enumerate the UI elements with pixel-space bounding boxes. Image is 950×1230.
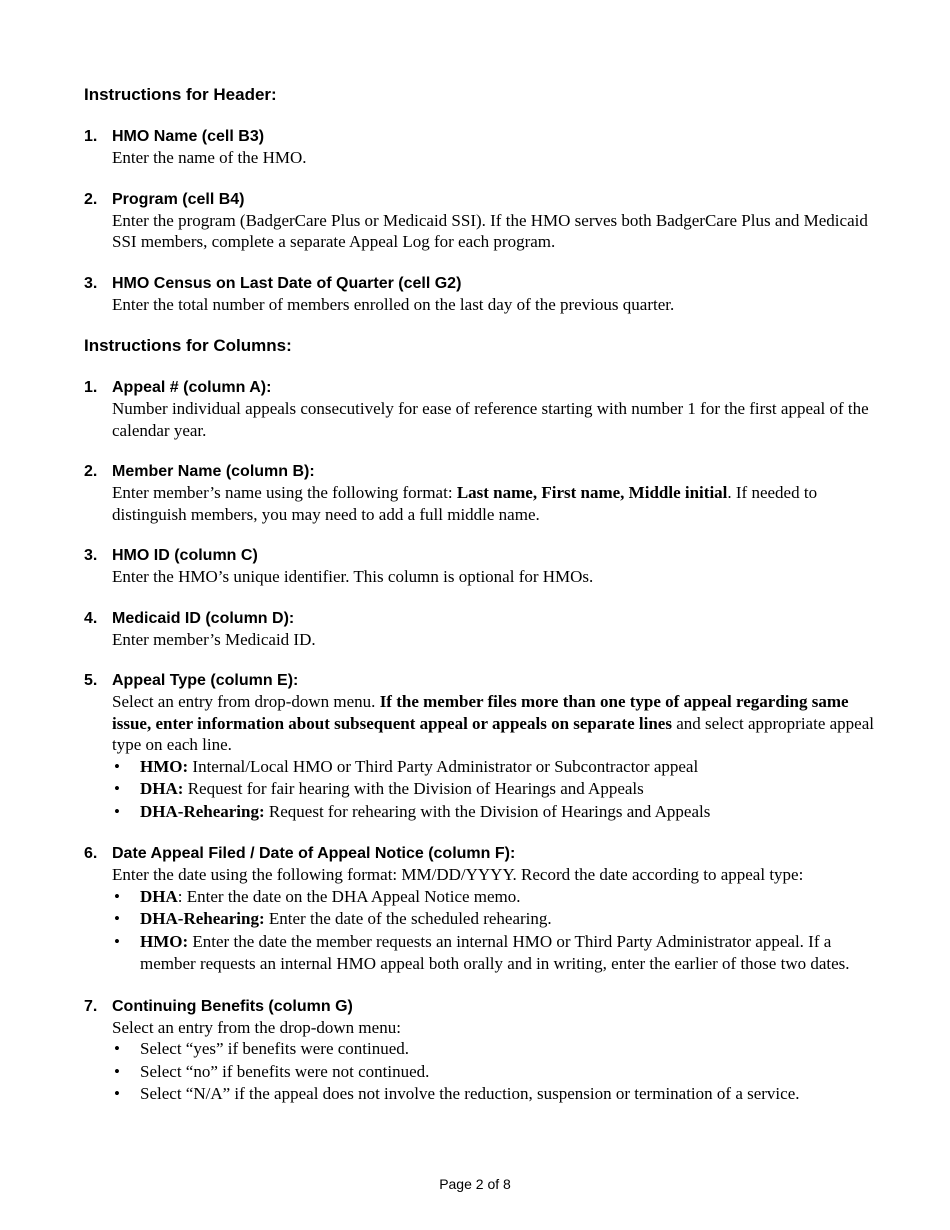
item-number: 7. <box>84 997 98 1015</box>
text-before: Select an entry from drop-down menu. <box>112 692 380 711</box>
header-instructions-heading: Instructions for Header: <box>84 85 277 104</box>
list-item <box>84 843 874 976</box>
bullet-label: DHA-Rehearing: <box>140 909 265 928</box>
item-number: 2. <box>84 463 98 480</box>
bullet-text: Select “yes” if benefits were continued. <box>140 1039 410 1058</box>
bullet-icon: • <box>114 931 120 951</box>
bullet-list <box>112 1038 874 1106</box>
columns-instructions-list <box>84 377 874 1106</box>
list-item <box>84 273 874 316</box>
bullet-item <box>112 756 874 779</box>
item-text: Number individual appeals consecutively for ease of reference starting with number 1 for the first appeal of the calendar year. <box>112 399 869 440</box>
bullet-label: DHA-Rehearing: <box>140 801 265 821</box>
item-number: 6. <box>84 845 98 862</box>
list-item <box>84 461 874 525</box>
page-content <box>84 84 874 1106</box>
columns-instructions-heading: Instructions for Columns: <box>84 336 292 355</box>
bullet-item <box>112 931 874 976</box>
list-item <box>84 608 874 651</box>
bullet-label: DHA: <box>140 779 184 798</box>
item-title: Date Appeal Filed / Date of Appeal Notice (column F): <box>112 845 516 862</box>
item-text: Enter the program (BadgerCare Plus or Medicaid SSI). If the HMO serves both BadgerCare Plus and Medicaid SSI members, complete a separate Appeal Log for each program. <box>112 210 868 251</box>
bullet-label: HMO: <box>140 756 189 776</box>
list-item <box>84 996 874 1106</box>
item-text: Enter the total number of members enrolled on the last day of the previous quarter. <box>112 294 675 314</box>
bullet-icon: • <box>114 1061 120 1081</box>
bullet-text: Request for fair hearing with the Division of Hearings and Appeals <box>183 779 644 798</box>
item-title: Appeal Type (column E): <box>112 672 299 689</box>
bullet-text: Enter the date the member requests an internal HMO or Third Party Administrator appeal. If a member requests an internal HMO appeal both orally and in writing, enter the earlier of those two dates. <box>140 931 850 973</box>
bullet-item <box>112 886 874 909</box>
header-instructions-list <box>84 126 874 315</box>
bullet-icon: • <box>114 756 120 776</box>
item-number: 1. <box>84 128 98 145</box>
bullet-item <box>112 1038 874 1061</box>
item-number: 3. <box>84 274 98 292</box>
bullet-text: Internal/Local HMO or Third Party Administrator or Subcontractor appeal <box>188 756 699 776</box>
item-title: Continuing Benefits (column G) <box>112 997 353 1015</box>
item-title: HMO Census on Last Date of Quarter (cell G2) <box>112 274 462 292</box>
item-title: Medicaid ID (column D): <box>112 609 295 627</box>
item-text: Select an entry from the drop-down menu: <box>112 1017 401 1037</box>
item-title: HMO Name (cell B3) <box>112 128 265 145</box>
list-item <box>84 670 874 823</box>
item-number: 2. <box>84 190 98 208</box>
item-number: 1. <box>84 379 98 396</box>
bullet-icon: • <box>114 886 120 906</box>
bullet-text: Select “no” if benefits were not continued. <box>140 1061 430 1081</box>
list-item <box>84 189 874 253</box>
item-title: Member Name (column B): <box>112 463 315 480</box>
item-text <box>112 482 874 525</box>
item-text: Enter the date using the following format: MM/DD/YYYY. Record the date according to appeal type: <box>112 865 804 884</box>
name-format: Last name, First name, Middle initial <box>456 483 728 502</box>
bullet-item <box>112 778 874 801</box>
bullet-icon: • <box>114 909 120 928</box>
text-before: Enter member’s name using the following format: <box>112 483 457 502</box>
bullet-list <box>112 886 874 976</box>
text-after: and select appropriate appeal type on each line. <box>112 713 874 754</box>
item-title: Appeal # (column A): <box>112 379 272 396</box>
item-text: Enter the name of the HMO. <box>112 148 307 167</box>
item-title: HMO ID (column C) <box>112 547 258 564</box>
bullet-icon: • <box>114 1084 120 1103</box>
bullet-item <box>112 1061 874 1084</box>
bullet-label: DHA <box>140 886 178 906</box>
item-text: Enter member’s Medicaid ID. <box>112 629 316 649</box>
bullet-list <box>112 756 874 824</box>
bullet-icon: • <box>114 1039 120 1058</box>
bullet-item <box>112 1083 874 1106</box>
bullet-text: : Enter the date on the DHA Appeal Notice memo. <box>177 886 521 906</box>
list-item <box>84 545 874 588</box>
bullet-label: HMO: <box>140 931 189 951</box>
page-number: Page 2 of 8 <box>439 1176 511 1192</box>
item-title: Program (cell B4) <box>112 190 245 208</box>
item-number: 5. <box>84 672 98 689</box>
bullet-item <box>112 801 874 824</box>
item-number: 4. <box>84 609 98 627</box>
bullet-icon: • <box>114 801 120 821</box>
list-item <box>84 126 874 169</box>
item-text <box>112 691 874 756</box>
emphasis-text: If the member files more than one type of appeal regarding same issue, enter information about subsequent appeal or appeals on separate lines <box>112 692 849 733</box>
bullet-text: Select “N/A” if the appeal does not involve the reduction, suspension or termination of a service. <box>140 1084 800 1103</box>
text-after: . If needed to distinguish members, you may need to add a full middle name. <box>112 483 818 524</box>
bullet-item <box>112 908 874 931</box>
bullet-text: Request for rehearing with the Division of Hearings and Appeals <box>264 801 711 821</box>
bullet-text: Enter the date of the scheduled rehearing. <box>264 909 552 928</box>
bullet-icon: • <box>114 779 120 798</box>
list-item <box>84 377 874 441</box>
item-number: 3. <box>84 547 98 564</box>
item-text: Enter the HMO’s unique identifier. This column is optional for HMOs. <box>112 567 594 586</box>
